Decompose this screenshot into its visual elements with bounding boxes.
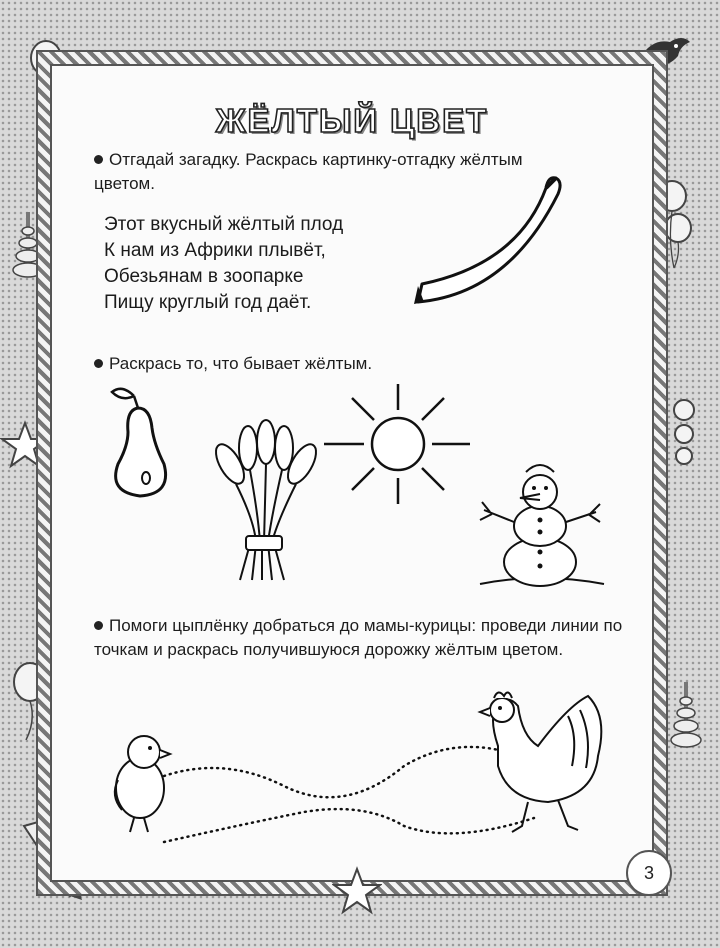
page-number: 3 [626,850,672,896]
pear-icon[interactable] [108,384,178,504]
poem-line: Обезьянам в зоопарке [104,266,304,287]
task-3-instruction [94,614,654,662]
poem-line: Пищу круглый год даёт. [104,292,312,313]
task-1-text: Отгадай загадку. Раскрась картинку-отгадку жёлтым цветом. [94,150,523,193]
bullet-icon [94,621,103,630]
chick-icon[interactable] [104,726,174,836]
star-icon [332,866,382,916]
hen-icon[interactable] [468,676,618,836]
sun-icon[interactable] [322,384,472,504]
task-2-text: Раскрась то, что бывает жёлтым. [109,354,373,373]
snowman-icon[interactable] [470,454,610,594]
worksheet-page [50,64,654,882]
wheat-sheaf-icon[interactable] [200,424,330,584]
poem-line: К нам из Африки плывёт, [104,240,326,261]
banana-icon[interactable] [408,174,578,324]
riddle-poem [104,212,343,316]
poem-line: Этот вкусный жёлтый плод [104,214,344,235]
bullet-icon [94,359,103,368]
page-title: ЖЁЛТЫЙ ЦВЕТ [215,102,489,139]
pyramid-toy-icon [668,680,704,750]
rattle-icon [664,398,704,478]
bullet-icon [94,155,103,164]
page-frame [38,52,666,894]
task-2-instruction [94,352,372,376]
task-3-text: Помоги цыплёнку добраться до мамы-курицы: проведи линии по точкам и раскрась получившуюся дорожку жёлтым цветом. [94,616,623,659]
